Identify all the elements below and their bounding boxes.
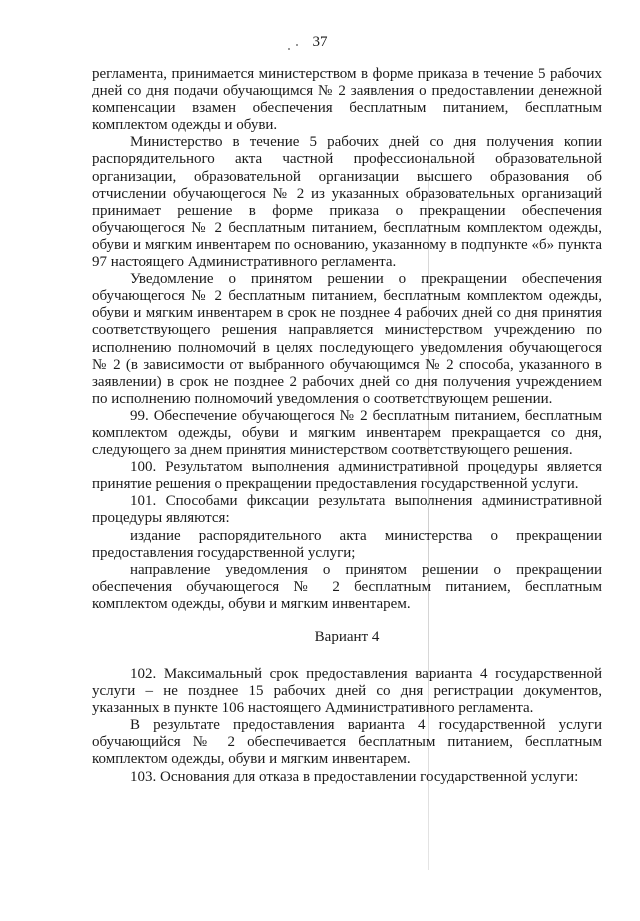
paragraph-103: 103. Основания для отказа в предоставлении государственной услуги: (130, 768, 579, 785)
paragraph: Министерство в течение 5 рабочих дней со дня получения копии распорядительного акта частной профессиональной образовательной организации, образовательной организации высшего образования об отчислении обучающегося № 2 из указанных образовательных организаций принимает решение в форме приказа о прекращении обеспечения обучающегося № 2 бесплатным питанием, бесплатным комплектом одежды, обуви и мягким инвентарем по основанию, указанному в подпункте «б» пункта 97 настоящего Административного регламента. (92, 134, 602, 271)
page-number: 37 (312, 34, 328, 50)
paragraph: В результате предоставления варианта 4 государственной услуги обучающийся № 2 обеспечивается бесплатным питанием, бесплатным комплектом одежды, обуви и мягким инвентарем. (92, 717, 602, 768)
paragraph-100: 100. Результатом выполнения административной процедуры является принятие решения о прекращении предоставления государственной услуги. (92, 459, 602, 493)
paragraph-101: 101. Способами фиксации результата выполнения административной процедуры являются: (92, 493, 602, 527)
document-body (92, 66, 602, 786)
paragraph: издание распорядительного акта министерства о прекращении предоставления государственной услуги; (92, 527, 602, 561)
paragraph: направление уведомления о принятом решении о прекращении обеспечения обучающегося № 2 бесплатным питанием, бесплатным комплектом одежды, обуви и мягким инвентарем. (92, 561, 602, 612)
paragraph-99: 99. Обеспечение обучающегося № 2 бесплатным питанием, бесплатным комплектом одежды, обуви и мягким инвентарем прекращается со дня, следующего за днем принятия министерством соответствующего решения. (92, 407, 602, 459)
paragraph: Уведомление о принятом решении о прекращении обеспечения обучающегося № 2 бесплатным питанием, бесплатным комплектом одежды, обуви и мягким инвентарем в срок не позднее 4 рабочих дней со дня принятия соответствующего решения направляется министерством учреждению по исполнению полномочий в целях последующего уведомления обучающегося № 2 (в зависимости от выбранного обучающимся № 2 способа, указанного в заявлении) в срок не позднее 2 рабочих дней со дня получения учреждением по исполнению полномочий уведомления о соответствующем решении. (92, 271, 602, 407)
paragraph-102: 102. Максимальный срок предоставления варианта 4 государственной услуги – не позднее 15 рабочих дней со дня регистрации документов, указанных в пункте 106 настоящего Административного регламента. (92, 666, 602, 717)
paragraph: регламента, принимается министерством в форме приказа в течение 5 рабочих дней со дня подачи обучающимся № 2 заявления о предоставлении денежной компенсации взамен обеспечения бесплатным питанием, бесплатным комплектом одежды и обуви. (92, 66, 602, 134)
section-heading: Вариант 4 (314, 629, 380, 645)
